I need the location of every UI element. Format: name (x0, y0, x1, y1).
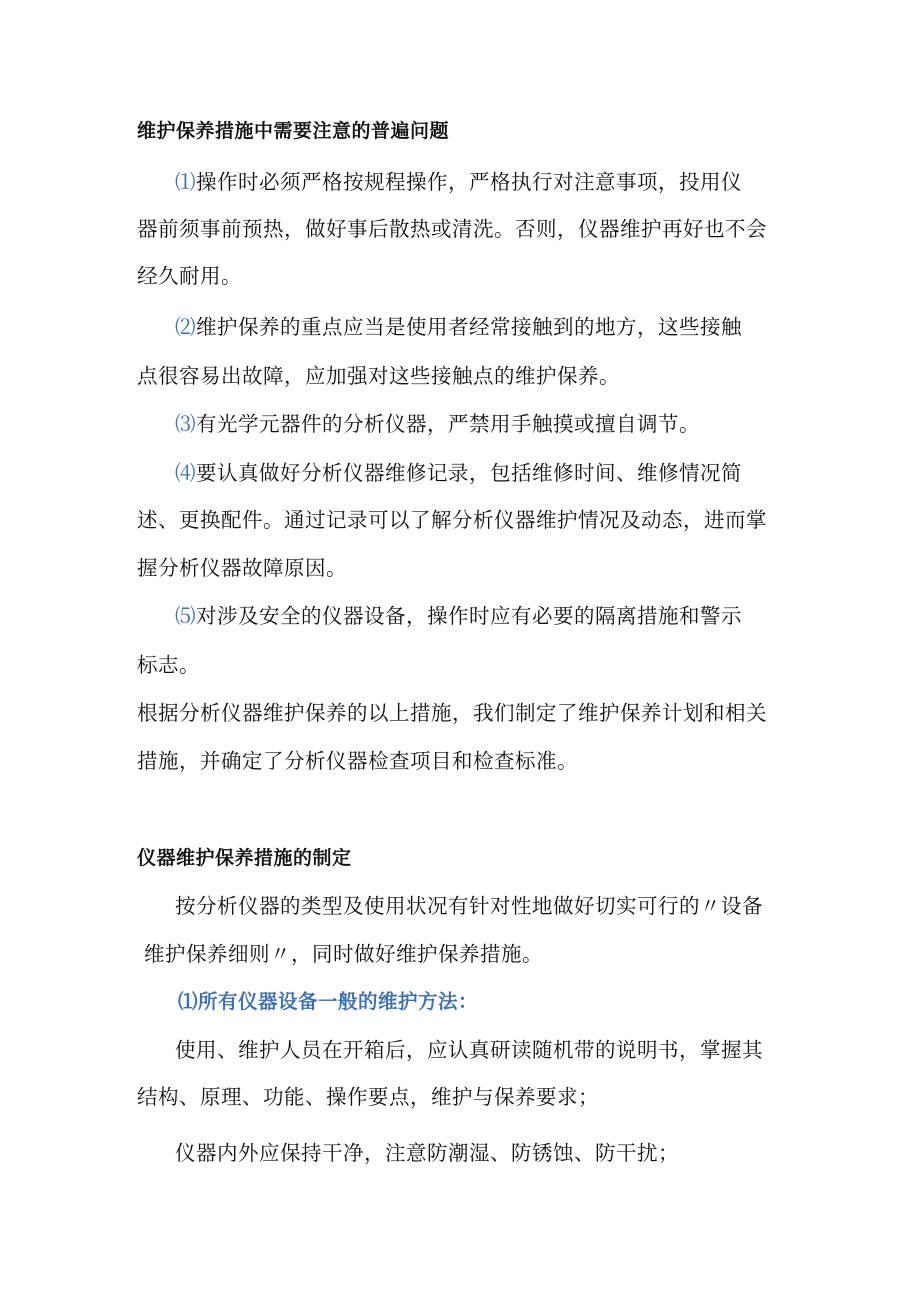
conclusion-line2: 措施，并确定了分析仪器检查项目和检查标准。 (137, 749, 578, 773)
item4-line1 (175, 459, 742, 487)
item3-text: 有光学元器件的分析仪器，严禁用手触摸或擅自调节。 (196, 412, 700, 436)
item4-line2: 述、更换配件。通过记录可以了解分析仪器维护情况及动态，进而掌 (137, 508, 767, 532)
section2-heading: 仪器维护保养措施的制定 (137, 847, 352, 869)
item2-line2: 点很容易出故障，应加强对这些接触点的维护保养。 (137, 364, 620, 388)
item3-line1 (175, 410, 700, 438)
item1-number: ⑴ (175, 170, 196, 194)
item5-number: ⑸ (175, 604, 196, 628)
para1-line1: 使用、维护人员在开箱后，应认真研读随机带的说明书，掌握其 (175, 1038, 763, 1062)
item4-number: ⑷ (175, 461, 196, 485)
general-methods-heading: ⑴所有仪器设备一般的维护方法： (178, 990, 479, 1013)
item4-line3: 握分析仪器故障原因。 (137, 556, 347, 580)
item2-line1 (175, 313, 742, 341)
para1-line2: 结构、原理、功能、操作要点，维护与保养要求； (137, 1085, 599, 1109)
item1-line1 (175, 168, 742, 196)
item4-text: 要认真做好分析仪器维修记录，包括维修时间、维修情况简 (196, 461, 742, 485)
item3-number: ⑶ (175, 412, 196, 436)
item2-number: ⑵ (175, 315, 196, 339)
section1-heading: 维护保养措施中需要注意的普遍问题 (137, 120, 450, 142)
item5-text: 对涉及安全的仪器设备，操作时应有必要的隔离措施和警示 (196, 604, 742, 628)
item5-line2: 标志。 (137, 653, 200, 677)
item1-line3: 经久耐用。 (137, 264, 242, 288)
item2-text: 维护保养的重点应当是使用者经常接触到的地方，这些接触 (196, 315, 742, 339)
para2-line1: 仪器内外应保持干净，注意防潮湿、防锈蚀、防干扰； (175, 1141, 679, 1165)
item5-line1 (175, 602, 742, 630)
item1-text: 操作时必须严格按规程操作，严格执行对注意事项，投用仪 (196, 170, 742, 194)
conclusion-line1: 根据分析仪器维护保养的以上措施，我们制定了维护保养计划和相关 (137, 701, 767, 725)
intro-line1: 按分析仪器的类型及使用状况有针对性地做好切实可行的〃设备 (175, 894, 763, 918)
item1-line2: 器前须事前预热，做好事后散热或清洗。否则，仪器维护再好也不会 (137, 217, 767, 241)
intro-line2: 维护保养细则〃，同时做好维护保养措施。 (137, 942, 544, 966)
